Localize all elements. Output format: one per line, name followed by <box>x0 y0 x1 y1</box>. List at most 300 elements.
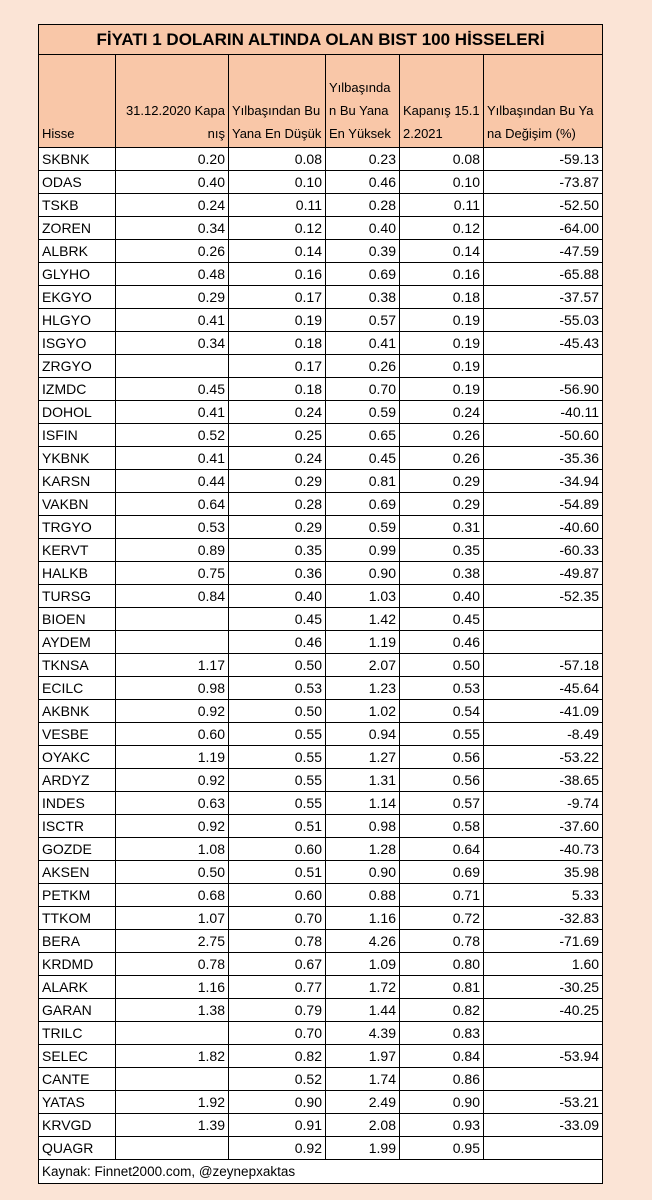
table-row <box>39 746 603 769</box>
cell-hisse: GARAN <box>39 999 116 1022</box>
cell-ytd-change: -64.00 <box>484 217 603 240</box>
cell-hisse: AKBNK <box>39 700 116 723</box>
cell-close-2020: 0.26 <box>116 240 229 263</box>
cell-close-2020: 1.08 <box>116 838 229 861</box>
cell-close-2020: 1.38 <box>116 999 229 1022</box>
cell-ytd-change <box>484 355 603 378</box>
cell-close-2021: 0.56 <box>400 769 484 792</box>
cell-close-2020: 0.45 <box>116 378 229 401</box>
cell-hisse: TKNSA <box>39 654 116 677</box>
cell-ytd-high: 1.16 <box>326 907 400 930</box>
cell-ytd-change: -40.60 <box>484 516 603 539</box>
cell-ytd-low: 0.79 <box>229 999 326 1022</box>
cell-ytd-low: 0.36 <box>229 562 326 585</box>
table-row <box>39 769 603 792</box>
cell-close-2021: 0.54 <box>400 700 484 723</box>
cell-ytd-change: 5.33 <box>484 884 603 907</box>
cell-close-2020: 0.41 <box>116 401 229 424</box>
cell-ytd-high: 0.45 <box>326 447 400 470</box>
cell-ytd-low: 0.17 <box>229 286 326 309</box>
cell-close-2021: 0.95 <box>400 1137 484 1160</box>
cell-ytd-change: -47.59 <box>484 240 603 263</box>
cell-close-2021: 0.71 <box>400 884 484 907</box>
table-row <box>39 240 603 263</box>
header-ytd-high: Yılbaşından Bu Yana En Yüksek <box>326 55 400 148</box>
cell-hisse: AYDEM <box>39 631 116 654</box>
table-row <box>39 654 603 677</box>
cell-ytd-high: 0.57 <box>326 309 400 332</box>
cell-hisse: GOZDE <box>39 838 116 861</box>
table-row <box>39 562 603 585</box>
cell-close-2020: 1.07 <box>116 907 229 930</box>
cell-close-2021: 0.86 <box>400 1068 484 1091</box>
cell-close-2021: 0.26 <box>400 447 484 470</box>
cell-ytd-low: 0.18 <box>229 332 326 355</box>
cell-ytd-change <box>484 1068 603 1091</box>
cell-ytd-high: 1.27 <box>326 746 400 769</box>
cell-ytd-low: 0.10 <box>229 171 326 194</box>
cell-ytd-high: 0.90 <box>326 861 400 884</box>
cell-hisse: CANTE <box>39 1068 116 1091</box>
cell-hisse: HLGYO <box>39 309 116 332</box>
cell-close-2021: 0.57 <box>400 792 484 815</box>
cell-ytd-high: 0.90 <box>326 562 400 585</box>
cell-ytd-low: 0.35 <box>229 539 326 562</box>
cell-close-2020: 0.84 <box>116 585 229 608</box>
table-row <box>39 263 603 286</box>
cell-ytd-change: -40.11 <box>484 401 603 424</box>
cell-close-2020: 0.63 <box>116 792 229 815</box>
header-ytd-low: Yılbaşından Bu Yana En Düşük <box>229 55 326 148</box>
cell-ytd-low: 0.08 <box>229 148 326 171</box>
cell-ytd-high: 0.98 <box>326 815 400 838</box>
cell-ytd-change: -56.90 <box>484 378 603 401</box>
cell-close-2021: 0.69 <box>400 861 484 884</box>
cell-close-2020: 0.92 <box>116 700 229 723</box>
cell-close-2020: 0.78 <box>116 953 229 976</box>
cell-hisse: ZRGYO <box>39 355 116 378</box>
cell-ytd-low: 0.60 <box>229 838 326 861</box>
cell-hisse: TRILC <box>39 1022 116 1045</box>
cell-hisse: TTKOM <box>39 907 116 930</box>
cell-close-2021: 0.64 <box>400 838 484 861</box>
cell-ytd-high: 4.26 <box>326 930 400 953</box>
cell-ytd-change: -57.18 <box>484 654 603 677</box>
cell-close-2020: 0.44 <box>116 470 229 493</box>
cell-ytd-change: -35.36 <box>484 447 603 470</box>
header-close-2020: 31.12.2020 Kapanış <box>116 55 229 148</box>
table-row <box>39 401 603 424</box>
cell-ytd-change: -73.87 <box>484 171 603 194</box>
table-row <box>39 1045 603 1068</box>
header-hisse: Hisse <box>39 55 116 148</box>
cell-ytd-high: 0.40 <box>326 217 400 240</box>
cell-ytd-high: 0.38 <box>326 286 400 309</box>
table-row <box>39 171 603 194</box>
cell-ytd-change: 35.98 <box>484 861 603 884</box>
cell-ytd-low: 0.70 <box>229 907 326 930</box>
table-body <box>39 148 603 1160</box>
table-row <box>39 1022 603 1045</box>
cell-ytd-change <box>484 608 603 631</box>
cell-ytd-low: 0.52 <box>229 1068 326 1091</box>
cell-ytd-high: 1.02 <box>326 700 400 723</box>
cell-close-2021: 0.38 <box>400 562 484 585</box>
cell-hisse: ALBRK <box>39 240 116 263</box>
cell-ytd-high: 1.28 <box>326 838 400 861</box>
cell-hisse: EKGYO <box>39 286 116 309</box>
cell-ytd-high: 1.14 <box>326 792 400 815</box>
cell-close-2021: 0.19 <box>400 355 484 378</box>
cell-ytd-change: -45.43 <box>484 332 603 355</box>
cell-ytd-low: 0.28 <box>229 493 326 516</box>
cell-hisse: ISFIN <box>39 424 116 447</box>
cell-ytd-low: 0.67 <box>229 953 326 976</box>
table-row <box>39 217 603 240</box>
cell-ytd-high: 0.26 <box>326 355 400 378</box>
cell-ytd-change: -9.74 <box>484 792 603 815</box>
cell-close-2020: 0.52 <box>116 424 229 447</box>
cell-close-2021: 0.93 <box>400 1114 484 1137</box>
table-row <box>39 677 603 700</box>
cell-ytd-low: 0.55 <box>229 746 326 769</box>
cell-ytd-high: 0.69 <box>326 493 400 516</box>
cell-ytd-change: -37.57 <box>484 286 603 309</box>
cell-ytd-high: 1.42 <box>326 608 400 631</box>
cell-close-2020: 0.92 <box>116 815 229 838</box>
cell-close-2020 <box>116 1022 229 1045</box>
cell-ytd-low: 0.24 <box>229 447 326 470</box>
cell-ytd-change: 1.60 <box>484 953 603 976</box>
header-ytd-change: Yılbaşından Bu Yana Değişim (%) <box>484 55 603 148</box>
table-row <box>39 470 603 493</box>
table-row <box>39 539 603 562</box>
cell-close-2021: 0.19 <box>400 309 484 332</box>
cell-ytd-high: 0.65 <box>326 424 400 447</box>
cell-ytd-change: -40.25 <box>484 999 603 1022</box>
cell-close-2020: 0.89 <box>116 539 229 562</box>
header-row <box>39 55 603 148</box>
cell-hisse: ECILC <box>39 677 116 700</box>
table-row <box>39 309 603 332</box>
table-row <box>39 884 603 907</box>
table-row <box>39 286 603 309</box>
cell-ytd-low: 0.55 <box>229 723 326 746</box>
cell-ytd-low: 0.51 <box>229 815 326 838</box>
cell-ytd-low: 0.45 <box>229 608 326 631</box>
cell-ytd-low: 0.91 <box>229 1114 326 1137</box>
cell-ytd-high: 0.28 <box>326 194 400 217</box>
cell-hisse: KARSN <box>39 470 116 493</box>
table-row <box>39 815 603 838</box>
cell-ytd-high: 1.99 <box>326 1137 400 1160</box>
cell-close-2021: 0.78 <box>400 930 484 953</box>
cell-ytd-high: 0.59 <box>326 401 400 424</box>
cell-close-2021: 0.29 <box>400 470 484 493</box>
cell-ytd-high: 0.23 <box>326 148 400 171</box>
source-note: Kaynak: Finnet2000.com, @zeynepxaktas <box>39 1160 603 1184</box>
cell-hisse: IZMDC <box>39 378 116 401</box>
title-row <box>39 25 603 55</box>
cell-close-2021: 0.31 <box>400 516 484 539</box>
cell-close-2020: 1.19 <box>116 746 229 769</box>
cell-close-2020: 1.17 <box>116 654 229 677</box>
cell-hisse: BERA <box>39 930 116 953</box>
cell-close-2020: 0.53 <box>116 516 229 539</box>
cell-close-2021: 0.35 <box>400 539 484 562</box>
cell-ytd-change: -54.89 <box>484 493 603 516</box>
cell-hisse: TURSG <box>39 585 116 608</box>
cell-ytd-change <box>484 1137 603 1160</box>
cell-ytd-change: -53.22 <box>484 746 603 769</box>
cell-ytd-low: 0.29 <box>229 470 326 493</box>
cell-ytd-low: 0.78 <box>229 930 326 953</box>
cell-close-2021: 0.19 <box>400 332 484 355</box>
table-row <box>39 1114 603 1137</box>
cell-ytd-low: 0.16 <box>229 263 326 286</box>
cell-hisse: ZOREN <box>39 217 116 240</box>
cell-ytd-high: 0.70 <box>326 378 400 401</box>
cell-close-2021: 0.46 <box>400 631 484 654</box>
cell-close-2020: 2.75 <box>116 930 229 953</box>
cell-close-2020: 0.48 <box>116 263 229 286</box>
cell-ytd-low: 0.77 <box>229 976 326 999</box>
cell-close-2021: 0.80 <box>400 953 484 976</box>
cell-ytd-change: -55.03 <box>484 309 603 332</box>
cell-hisse: KERVT <box>39 539 116 562</box>
cell-hisse: SELEC <box>39 1045 116 1068</box>
cell-close-2021: 0.26 <box>400 424 484 447</box>
cell-close-2020: 1.39 <box>116 1114 229 1137</box>
cell-close-2021: 0.24 <box>400 401 484 424</box>
table-row <box>39 148 603 171</box>
table-row <box>39 907 603 930</box>
cell-ytd-low: 0.50 <box>229 654 326 677</box>
table-row <box>39 1068 603 1091</box>
cell-ytd-high: 2.49 <box>326 1091 400 1114</box>
cell-ytd-low: 0.25 <box>229 424 326 447</box>
cell-ytd-low: 0.53 <box>229 677 326 700</box>
cell-close-2021: 0.10 <box>400 171 484 194</box>
cell-close-2020: 0.34 <box>116 217 229 240</box>
cell-ytd-high: 1.19 <box>326 631 400 654</box>
cell-ytd-high: 1.03 <box>326 585 400 608</box>
cell-close-2021: 0.82 <box>400 999 484 1022</box>
cell-ytd-low: 0.60 <box>229 884 326 907</box>
cell-ytd-change: -30.25 <box>484 976 603 999</box>
cell-close-2021: 0.16 <box>400 263 484 286</box>
cell-ytd-change: -45.64 <box>484 677 603 700</box>
cell-hisse: SKBNK <box>39 148 116 171</box>
cell-ytd-high: 1.72 <box>326 976 400 999</box>
table-row <box>39 930 603 953</box>
cell-ytd-high: 0.59 <box>326 516 400 539</box>
table-row <box>39 838 603 861</box>
table-row <box>39 493 603 516</box>
source-row <box>39 1160 603 1184</box>
cell-ytd-high: 0.94 <box>326 723 400 746</box>
cell-hisse: ISCTR <box>39 815 116 838</box>
table-row <box>39 424 603 447</box>
cell-close-2021: 0.11 <box>400 194 484 217</box>
cell-ytd-change: -60.33 <box>484 539 603 562</box>
cell-close-2021: 0.45 <box>400 608 484 631</box>
cell-ytd-low: 0.12 <box>229 217 326 240</box>
table-row <box>39 976 603 999</box>
cell-close-2020: 1.92 <box>116 1091 229 1114</box>
cell-hisse: BIOEN <box>39 608 116 631</box>
table-title: FİYATI 1 DOLARIN ALTINDA OLAN BIST 100 HİSSELERİ <box>39 25 603 55</box>
cell-ytd-low: 0.82 <box>229 1045 326 1068</box>
cell-hisse: GLYHO <box>39 263 116 286</box>
cell-ytd-high: 1.09 <box>326 953 400 976</box>
cell-ytd-change: -41.09 <box>484 700 603 723</box>
cell-close-2020: 0.41 <box>116 447 229 470</box>
table-row <box>39 585 603 608</box>
cell-ytd-high: 1.74 <box>326 1068 400 1091</box>
cell-ytd-change <box>484 1022 603 1045</box>
cell-ytd-change: -33.09 <box>484 1114 603 1137</box>
cell-ytd-high: 2.08 <box>326 1114 400 1137</box>
cell-ytd-high: 0.81 <box>326 470 400 493</box>
cell-ytd-change: -50.60 <box>484 424 603 447</box>
cell-hisse: ALARK <box>39 976 116 999</box>
cell-ytd-change: -52.35 <box>484 585 603 608</box>
cell-ytd-low: 0.51 <box>229 861 326 884</box>
cell-close-2020 <box>116 1137 229 1160</box>
cell-close-2020 <box>116 355 229 378</box>
cell-ytd-change: -38.65 <box>484 769 603 792</box>
cell-hisse: PETKM <box>39 884 116 907</box>
cell-close-2020 <box>116 631 229 654</box>
cell-close-2020: 0.20 <box>116 148 229 171</box>
cell-hisse: ODAS <box>39 171 116 194</box>
cell-close-2020 <box>116 608 229 631</box>
cell-hisse: ARDYZ <box>39 769 116 792</box>
cell-ytd-low: 0.90 <box>229 1091 326 1114</box>
table-row <box>39 355 603 378</box>
cell-close-2020: 1.82 <box>116 1045 229 1068</box>
table-row <box>39 723 603 746</box>
cell-close-2021: 0.29 <box>400 493 484 516</box>
cell-close-2021: 0.14 <box>400 240 484 263</box>
table-row <box>39 194 603 217</box>
table-row <box>39 792 603 815</box>
cell-ytd-change <box>484 631 603 654</box>
cell-ytd-low: 0.70 <box>229 1022 326 1045</box>
cell-ytd-low: 0.92 <box>229 1137 326 1160</box>
cell-close-2020: 0.40 <box>116 171 229 194</box>
cell-hisse: ISGYO <box>39 332 116 355</box>
cell-ytd-low: 0.50 <box>229 700 326 723</box>
cell-close-2020: 0.41 <box>116 309 229 332</box>
table-row <box>39 953 603 976</box>
cell-close-2020: 0.50 <box>116 861 229 884</box>
table-row <box>39 447 603 470</box>
cell-ytd-low: 0.19 <box>229 309 326 332</box>
cell-hisse: TSKB <box>39 194 116 217</box>
cell-ytd-high: 0.99 <box>326 539 400 562</box>
cell-close-2021: 0.12 <box>400 217 484 240</box>
cell-close-2021: 0.90 <box>400 1091 484 1114</box>
cell-ytd-high: 0.46 <box>326 171 400 194</box>
cell-close-2020: 0.92 <box>116 769 229 792</box>
cell-hisse: KRDMD <box>39 953 116 976</box>
cell-hisse: HALKB <box>39 562 116 585</box>
table-row <box>39 700 603 723</box>
cell-close-2021: 0.18 <box>400 286 484 309</box>
cell-ytd-change: -59.13 <box>484 148 603 171</box>
cell-close-2021: 0.50 <box>400 654 484 677</box>
table-row <box>39 631 603 654</box>
cell-close-2020: 0.75 <box>116 562 229 585</box>
cell-close-2021: 0.83 <box>400 1022 484 1045</box>
table-row <box>39 1137 603 1160</box>
table-row <box>39 999 603 1022</box>
stock-table <box>38 24 603 1184</box>
cell-ytd-low: 0.17 <box>229 355 326 378</box>
cell-ytd-high: 4.39 <box>326 1022 400 1045</box>
cell-hisse: TRGYO <box>39 516 116 539</box>
cell-hisse: YKBNK <box>39 447 116 470</box>
cell-close-2021: 0.56 <box>400 746 484 769</box>
cell-ytd-low: 0.55 <box>229 769 326 792</box>
cell-ytd-high: 0.39 <box>326 240 400 263</box>
cell-ytd-change: -49.87 <box>484 562 603 585</box>
cell-ytd-high: 1.23 <box>326 677 400 700</box>
cell-ytd-low: 0.29 <box>229 516 326 539</box>
header-close-2021: Kapanış 15.12.2021 <box>400 55 484 148</box>
cell-ytd-change: -34.94 <box>484 470 603 493</box>
cell-hisse: KRVGD <box>39 1114 116 1137</box>
cell-ytd-change: -8.49 <box>484 723 603 746</box>
cell-close-2021: 0.72 <box>400 907 484 930</box>
cell-close-2021: 0.53 <box>400 677 484 700</box>
cell-ytd-high: 2.07 <box>326 654 400 677</box>
cell-close-2021: 0.19 <box>400 378 484 401</box>
cell-ytd-change: -71.69 <box>484 930 603 953</box>
cell-close-2021: 0.58 <box>400 815 484 838</box>
cell-ytd-change: -53.94 <box>484 1045 603 1068</box>
cell-close-2021: 0.81 <box>400 976 484 999</box>
cell-hisse: INDES <box>39 792 116 815</box>
cell-close-2021: 0.84 <box>400 1045 484 1068</box>
cell-ytd-low: 0.55 <box>229 792 326 815</box>
cell-close-2020: 0.34 <box>116 332 229 355</box>
cell-ytd-high: 0.69 <box>326 263 400 286</box>
cell-ytd-low: 0.40 <box>229 585 326 608</box>
cell-hisse: VAKBN <box>39 493 116 516</box>
cell-ytd-change: -52.50 <box>484 194 603 217</box>
cell-ytd-low: 0.14 <box>229 240 326 263</box>
cell-close-2020: 0.24 <box>116 194 229 217</box>
cell-hisse: YATAS <box>39 1091 116 1114</box>
cell-ytd-change: -32.83 <box>484 907 603 930</box>
cell-close-2020: 0.98 <box>116 677 229 700</box>
cell-close-2020: 0.64 <box>116 493 229 516</box>
cell-close-2020: 0.60 <box>116 723 229 746</box>
table-row <box>39 861 603 884</box>
cell-close-2021: 0.40 <box>400 585 484 608</box>
cell-close-2020: 0.68 <box>116 884 229 907</box>
cell-hisse: VESBE <box>39 723 116 746</box>
cell-ytd-change: -53.21 <box>484 1091 603 1114</box>
cell-close-2020: 1.16 <box>116 976 229 999</box>
cell-ytd-high: 0.41 <box>326 332 400 355</box>
cell-close-2020 <box>116 1068 229 1091</box>
table-row <box>39 378 603 401</box>
cell-close-2021: 0.55 <box>400 723 484 746</box>
